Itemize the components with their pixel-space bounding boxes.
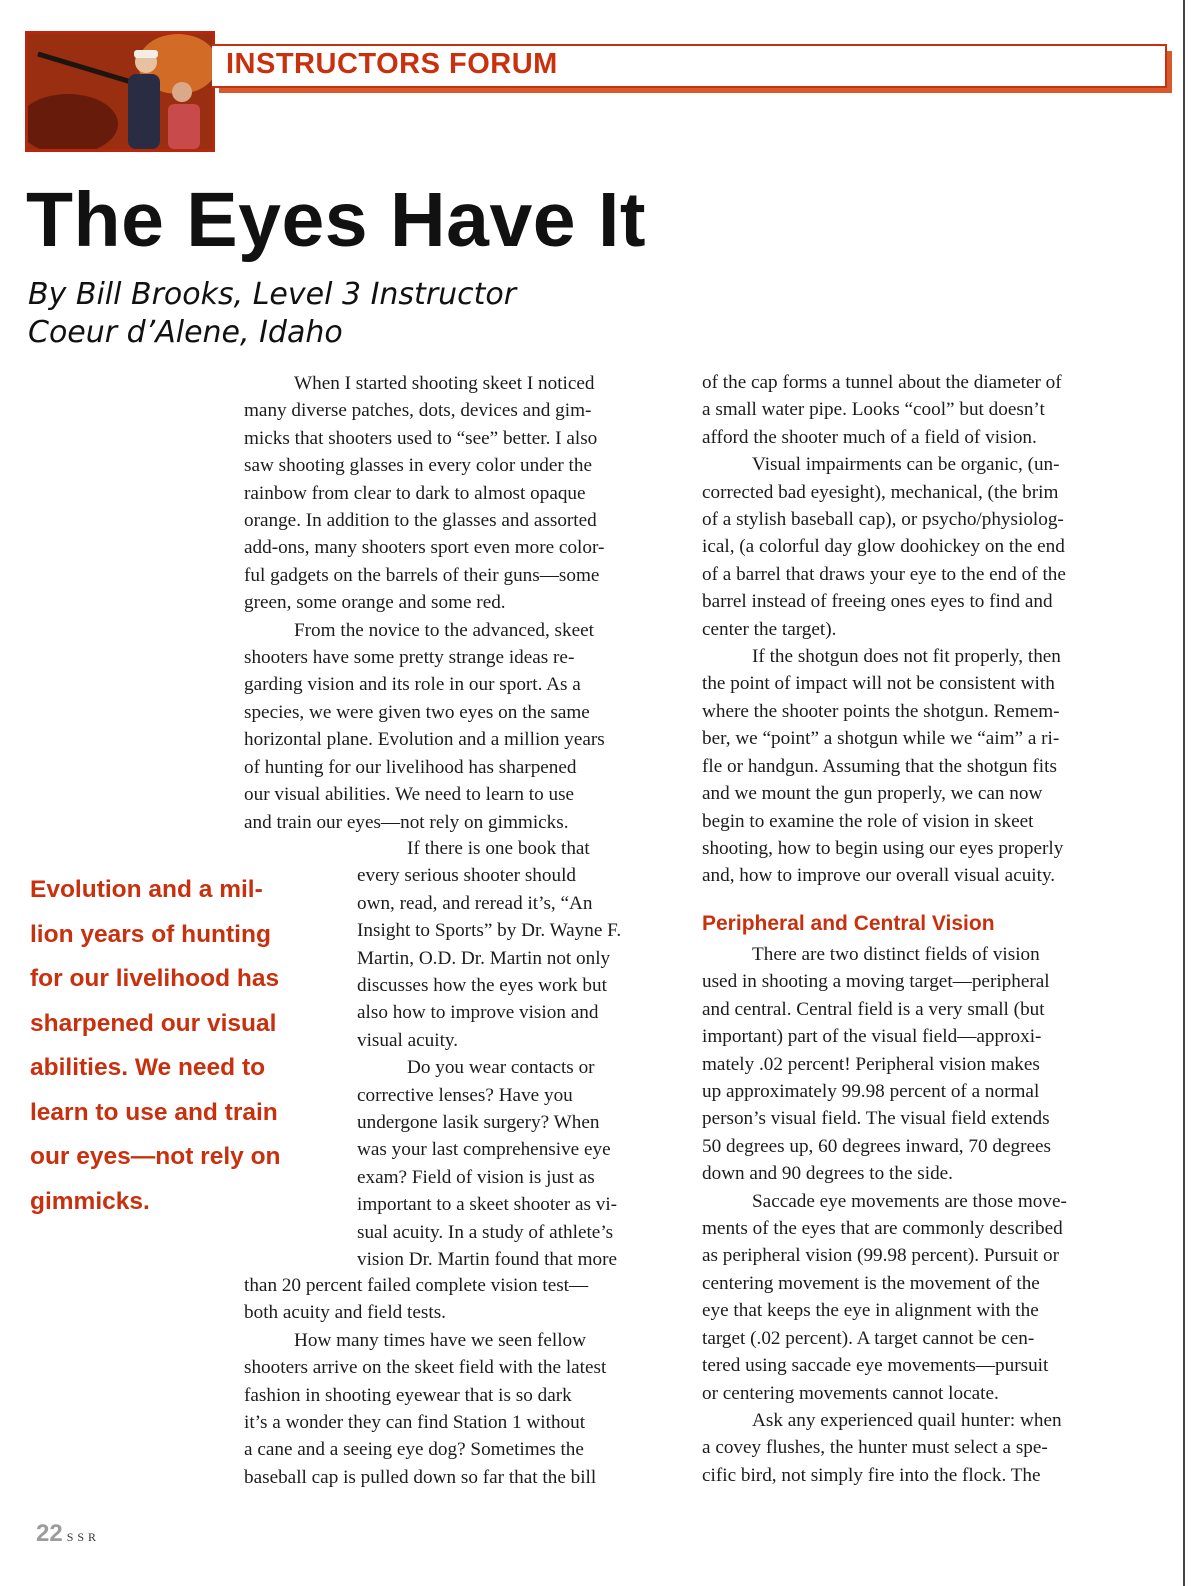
text-line: was your last comprehensive eye	[357, 1139, 611, 1161]
text-line: and train our eyes—not rely on gimmicks.	[244, 811, 569, 833]
page-edge	[1183, 0, 1185, 1586]
text-line: visual acuity.	[357, 1029, 459, 1051]
article-title: The Eyes Have It	[26, 177, 647, 263]
text-line: shooting, how to begin using our eyes properly	[702, 837, 1064, 859]
column-left-upper	[244, 370, 605, 836]
text-line: own, read, and reread it’s, “An	[357, 892, 593, 914]
text-line: important) part of the visual field—approxi-	[702, 1026, 1042, 1048]
text-line: down and 90 degrees to the side.	[702, 1163, 953, 1185]
column-left-inset	[357, 835, 621, 1274]
text-line: both acuity and field tests.	[244, 1302, 446, 1324]
text-line: of a barrel that draws your eye to the end of the	[702, 563, 1066, 585]
text-line: 50 degrees up, 60 degrees inward, 70 degrees	[702, 1135, 1051, 1157]
text-line: sual acuity. In a study of athlete’s	[357, 1221, 614, 1243]
text-line: discusses how the eyes work but	[357, 975, 607, 997]
text-line: many diverse patches, dots, devices and gim-	[244, 400, 592, 422]
page-number: 22	[36, 1520, 63, 1547]
column-left-lower	[244, 1272, 606, 1491]
text-line: as peripheral vision (99.98 percent). Pursuit or	[702, 1245, 1060, 1267]
pull-quote-line: learn to use and train	[30, 1098, 278, 1126]
text-line: From the novice to the advanced, skeet	[294, 619, 594, 641]
text-line: If the shotgun does not fit properly, then	[752, 646, 1061, 668]
text-line: or centering movements cannot locate.	[702, 1382, 999, 1404]
text-line: fle or handgun. Assuming that the shotgun fits	[702, 755, 1057, 777]
byline	[28, 276, 516, 352]
text-line: than 20 percent failed complete vision test—	[244, 1275, 589, 1296]
text-line: our visual abilities. We need to learn to use	[244, 784, 575, 806]
text-line: ical, (a colorful day glow doohickey on the end	[702, 536, 1065, 558]
pull-quote-line: for our livelihood has	[30, 965, 280, 992]
column-right-upper	[702, 369, 1066, 890]
text-line: When I started shooting skeet I noticed	[294, 373, 595, 394]
text-line: ber, we “point” a shotgun while we “aim” a ri-	[702, 728, 1060, 750]
text-line: used in shooting a moving target—peripheral	[702, 971, 1050, 993]
text-line: the point of impact will not be consistent with	[702, 673, 1055, 695]
text-line: and we mount the gun properly, we can now	[702, 783, 1043, 805]
text-line: mately .02 percent! Peripheral vision makes	[702, 1053, 1040, 1075]
text-line: How many times have we seen fellow	[294, 1329, 586, 1351]
text-line: ful gadgets on the barrels of their guns—some	[244, 564, 600, 586]
text-line: of hunting for our livelihood has sharpened	[244, 756, 577, 778]
text-line: Visual impairments can be organic, (un-	[752, 454, 1060, 476]
magazine-name: SSR	[66, 1530, 101, 1544]
column-right-lower	[702, 941, 1067, 1489]
text-line: ments of the eyes that are commonly described	[702, 1218, 1063, 1240]
text-line: tered using saccade eye movements—pursuit	[702, 1355, 1049, 1377]
pull-quote-line: lion years of hunting	[30, 920, 271, 948]
text-line: Do you wear contacts or	[407, 1057, 595, 1079]
text-line: up approximately 99.98 percent of a normal	[702, 1081, 1040, 1103]
byline-location: Coeur d’Alene, Idaho	[28, 315, 343, 350]
text-line: species, we were given two eyes on the same	[244, 701, 590, 723]
text-line: Insight to Sports” by Dr. Wayne F.	[357, 920, 622, 942]
text-line: fashion in shooting eyewear that is so dark	[244, 1384, 572, 1406]
text-line: of a stylish baseball cap), or psycho/physiolog-	[702, 509, 1064, 531]
text-line: afford the shooter much of a field of vision.	[702, 426, 1037, 448]
text-line: Ask any experienced quail hunter: when	[752, 1409, 1062, 1431]
text-line: cific bird, not simply fire into the flock. The	[702, 1464, 1041, 1486]
text-line: baseball cap is pulled down so far that the bill	[244, 1466, 597, 1488]
text-line: a small water pipe. Looks “cool” but doesn’t	[702, 399, 1045, 421]
text-line: undergone lasik surgery? When	[357, 1112, 600, 1134]
text-line: Martin, O.D. Dr. Martin not only	[357, 947, 611, 969]
text-line: begin to examine the role of vision in skeet	[702, 810, 1034, 832]
text-line: corrected bad eyesight), mechanical, (the brim	[702, 481, 1059, 503]
page-footer	[36, 1520, 100, 1548]
text-line: person’s visual field. The visual field extends	[702, 1108, 1050, 1130]
text-line: where the shooter points the shotgun. Remem-	[702, 700, 1060, 722]
text-line: saw shooting glasses in every color under the	[244, 455, 592, 477]
text-line: There are two distinct fields of vision	[752, 944, 1040, 965]
section-subhead: Peripheral and Central Vision	[702, 912, 995, 935]
text-line: Saccade eye movements are those move-	[752, 1190, 1067, 1212]
pull-quote	[30, 868, 281, 1224]
text-line: shooters arrive on the skeet field with the latest	[244, 1357, 607, 1379]
shooters-photo-icon	[28, 34, 212, 149]
text-line: shooters have some pretty strange ideas re-	[244, 647, 575, 669]
pull-quote-line: sharpened our visual	[30, 1009, 277, 1037]
text-line: center the target).	[702, 618, 837, 640]
text-line: of the cap forms a tunnel about the diameter of	[702, 372, 1062, 393]
text-line: important to a skeet shooter as vi-	[357, 1194, 618, 1216]
text-line: orange. In addition to the glasses and assorted	[244, 510, 597, 532]
section-label: INSTRUCTORS FORUM	[226, 48, 558, 80]
text-line: a cane and a seeing eye dog? Sometimes the	[244, 1439, 584, 1461]
text-line: vision Dr. Martin found that more	[357, 1249, 618, 1271]
text-line: centering movement is the movement of the	[702, 1272, 1040, 1294]
text-line: a covey flushes, the hunter must select a spe-	[702, 1437, 1048, 1459]
shooters-photo	[25, 31, 215, 152]
pull-quote-line: Evolution and a mil-	[30, 876, 263, 903]
pull-quote-line: our eyes—not rely on	[30, 1143, 281, 1170]
text-line: garding vision and its role in our sport. As a	[244, 674, 581, 696]
pull-quote-line: abilities. We need to	[30, 1054, 266, 1081]
text-line: corrective lenses? Have you	[357, 1084, 573, 1106]
text-line: add-ons, many shooters sport even more color-	[244, 537, 605, 559]
text-line: it’s a wonder they can find Station 1 without	[244, 1412, 586, 1434]
text-line: and central. Central field is a very small (but	[702, 998, 1045, 1020]
text-line: eye that keeps the eye in alignment with the	[702, 1300, 1039, 1322]
text-line: barrel instead of freeing ones eyes to find and	[702, 591, 1053, 613]
text-line: green, some orange and some red.	[244, 592, 506, 614]
text-line: every serious shooter should	[357, 865, 577, 887]
text-line: If there is one book that	[407, 838, 590, 859]
text-line: and, how to improve our overall visual acuity.	[702, 865, 1056, 887]
text-line: also how to improve vision and	[357, 1002, 599, 1024]
text-line: horizontal plane. Evolution and a million years	[244, 729, 605, 751]
byline-author: By Bill Brooks, Level 3 Instructor	[28, 277, 517, 312]
pull-quote-line: gimmicks.	[30, 1187, 150, 1215]
text-line: micks that shooters used to “see” better. I also	[244, 427, 598, 449]
text-line: rainbow from clear to dark to almost opaque	[244, 482, 586, 504]
text-line: exam? Field of vision is just as	[357, 1166, 595, 1188]
text-line: target (.02 percent). A target cannot be cen-	[702, 1327, 1035, 1349]
